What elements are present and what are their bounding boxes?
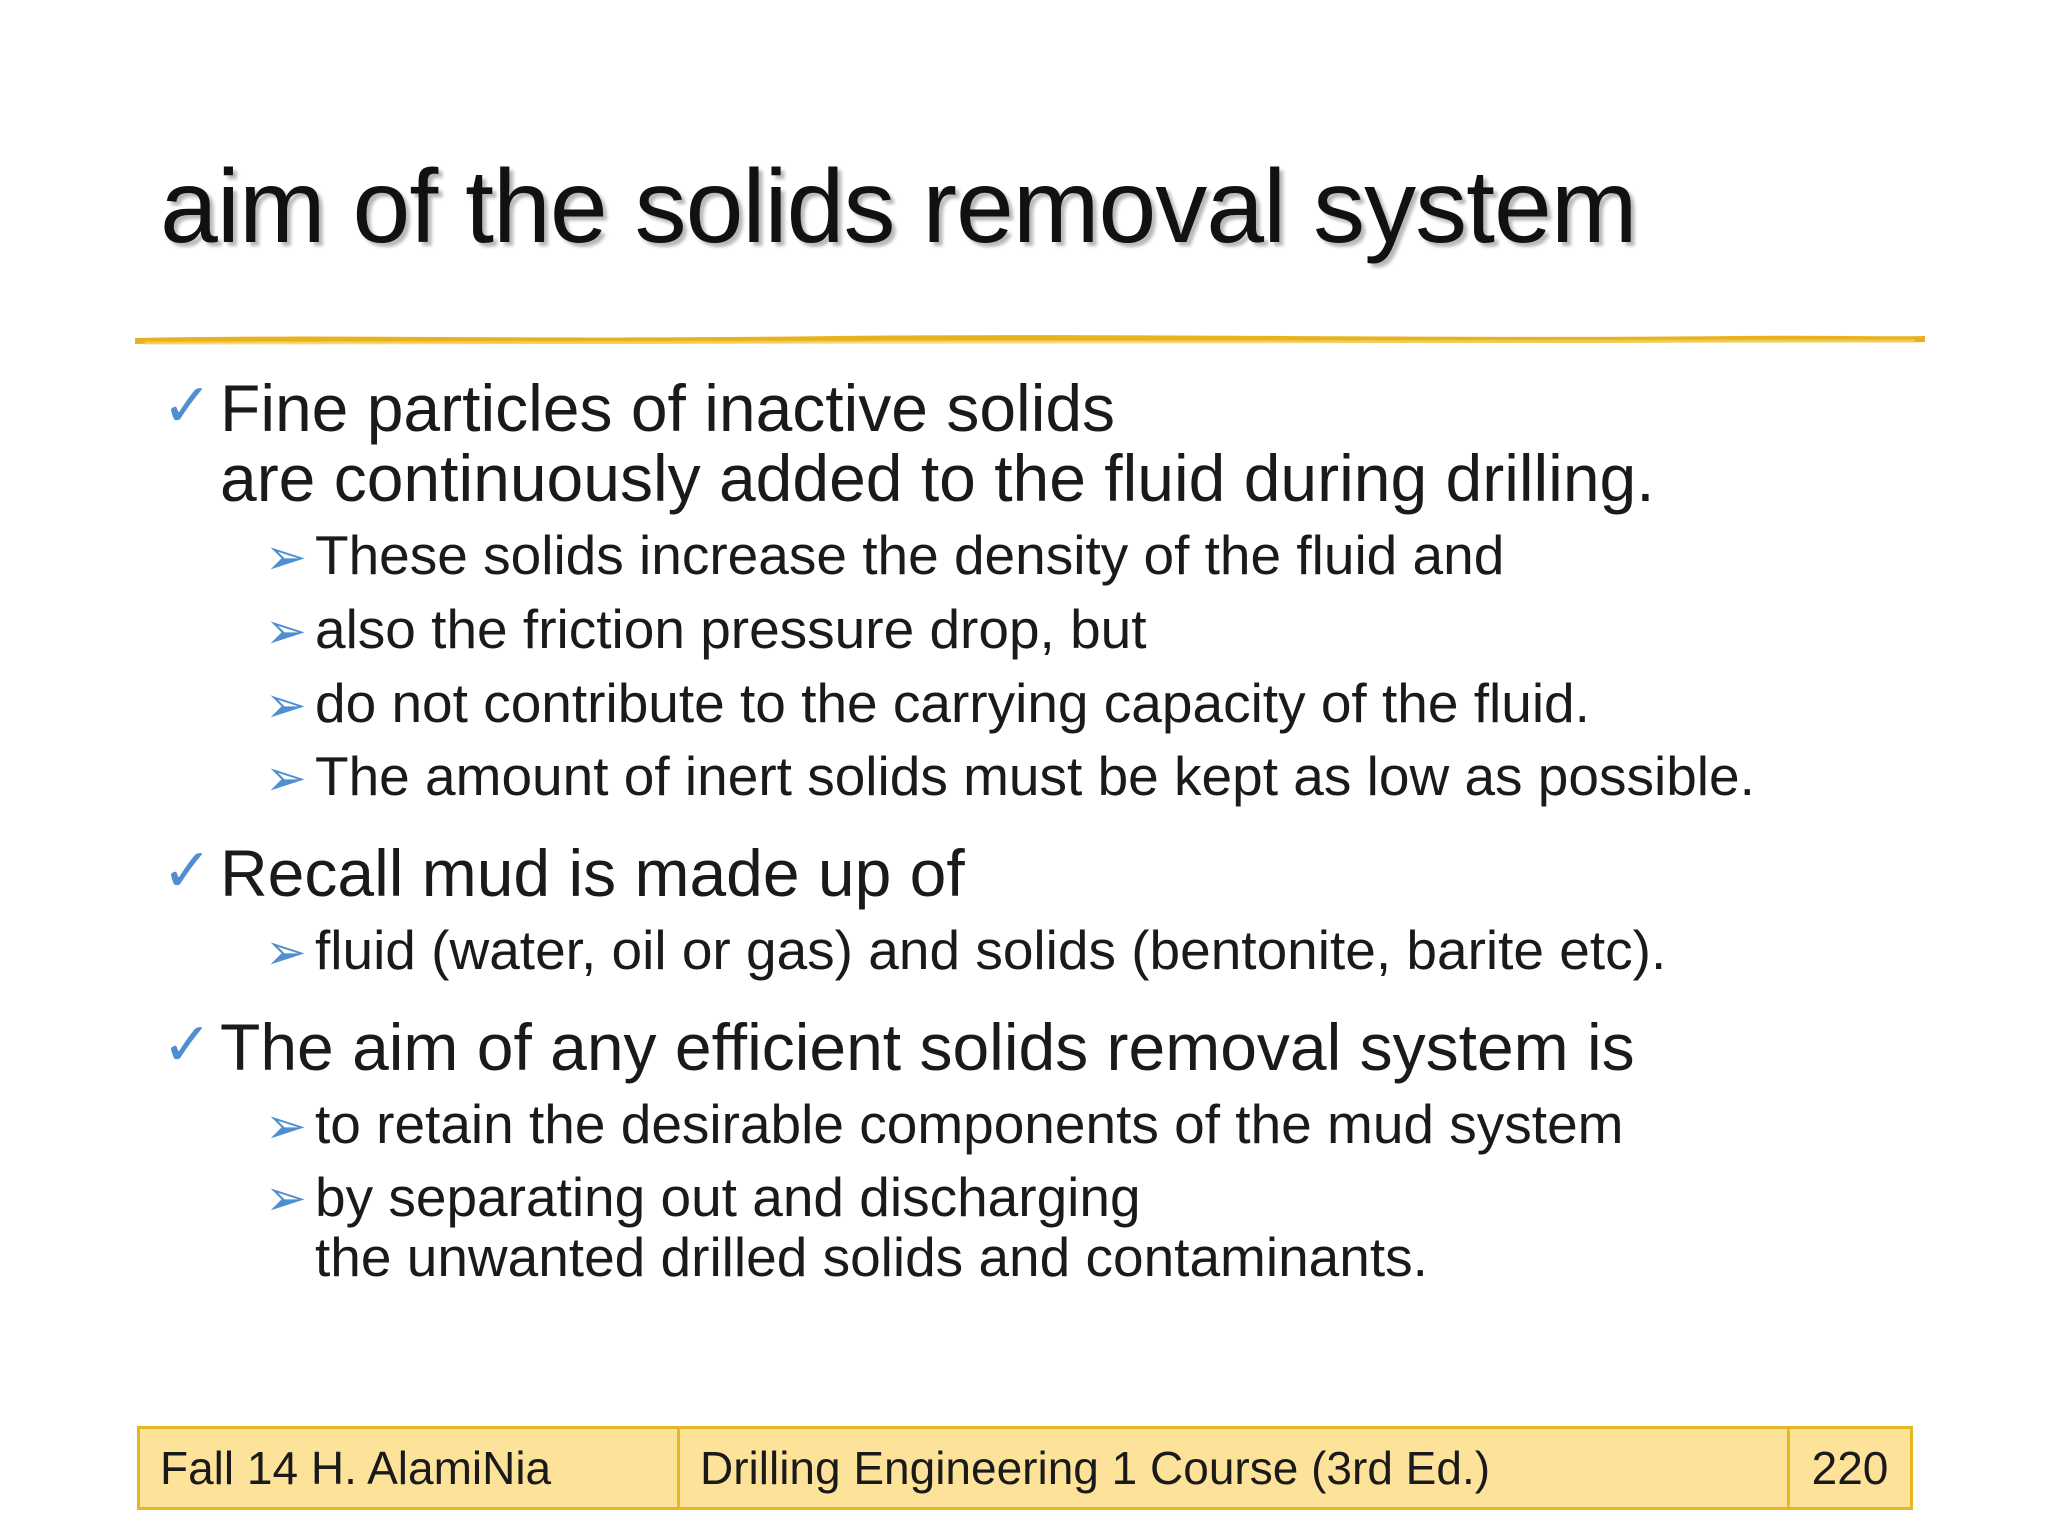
sub-bullet [160, 524, 1880, 588]
arrow-bullet-icon: ➢ [265, 602, 307, 659]
checkmark-icon: ✓ [162, 837, 213, 905]
sub-bullet-text: The amount of inert solids must be kept as low as possible. [315, 745, 1755, 808]
footer-page-number: 220 [1811, 1442, 1889, 1494]
sub-bullet [160, 1093, 1880, 1157]
footer-course: Drilling Engineering 1 Course (3rd Ed.) [680, 1429, 1790, 1507]
sub-bullet [160, 919, 1880, 983]
footer-author: Fall 14 H. AlamiNia [140, 1429, 680, 1507]
arrow-bullet-icon: ➢ [265, 676, 307, 733]
arrow-bullet-icon: ➢ [265, 528, 307, 585]
bullet-2-text: Recall mud is made up of [220, 836, 965, 911]
sub-bullet-text: also the friction pressure drop, but [315, 597, 1147, 660]
sub-bullet-text: fluid (water, oil or gas) and solids (bentonite, barite etc). [315, 919, 1667, 982]
slide-body [160, 368, 1880, 1288]
slide-title: aim of the solids removal system [160, 149, 1637, 265]
bullet-2 [160, 836, 1880, 911]
arrow-bullet-icon: ➢ [265, 924, 307, 981]
sub-bullet-text: by separating out and discharging [315, 1165, 1141, 1228]
slide-footer [137, 1426, 1913, 1510]
bullet-3 [160, 1009, 1880, 1084]
sub-bullet [160, 745, 1880, 809]
bullet-3-text: The aim of any efficient solids removal system is [220, 1009, 1635, 1084]
bullet-1 [160, 371, 1880, 515]
arrow-bullet-icon: ➢ [265, 1097, 307, 1154]
sub-bullet-text: do not contribute to the carrying capacity of the fluid. [315, 671, 1590, 734]
sub-bullet-text: These solids increase the density of the fluid and [315, 523, 1505, 586]
checkmark-icon: ✓ [162, 1010, 213, 1078]
bullet-1-line1: Fine particles of inactive solids [220, 371, 1116, 445]
arrow-bullet-icon: ➢ [265, 1169, 307, 1226]
arrow-bullet-icon: ➢ [265, 750, 307, 807]
sub-bullet-text: to retain the desirable components of the mud system [315, 1092, 1624, 1155]
title-underline [135, 333, 1925, 347]
sub-bullet [160, 672, 1880, 736]
checkmark-icon: ✓ [162, 372, 213, 439]
bullet-1-line2: are continuously added to the fluid during drilling. [220, 440, 1655, 515]
sub-bullet [160, 598, 1880, 662]
sub-bullet-text-continued: the unwanted drilled solids and contaminants. [315, 1226, 1428, 1289]
sub-bullet [160, 1167, 1880, 1288]
